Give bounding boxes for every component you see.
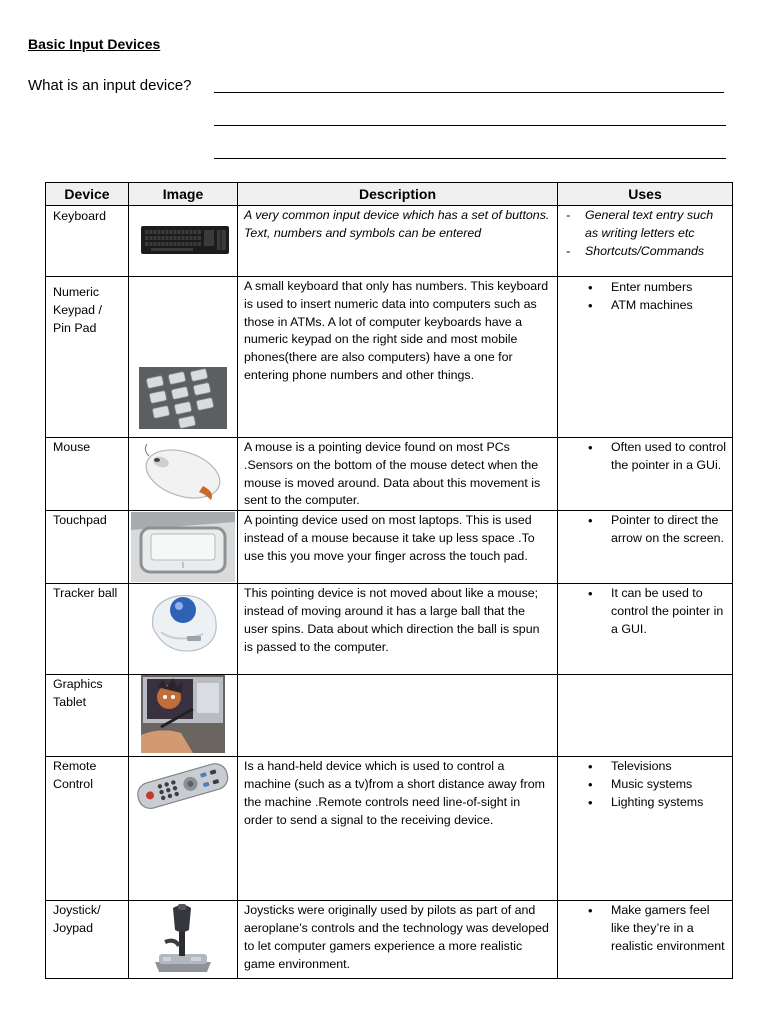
device-uses bbox=[558, 584, 733, 675]
table-row bbox=[46, 277, 733, 438]
device-description bbox=[238, 675, 558, 757]
device-description: Is a hand-held device which is used to control a machine (such as a tv)from a short distance away from the machine .Remote controls need line-of-sight in order to send a signal to the receiving device. bbox=[238, 757, 558, 901]
table-row bbox=[46, 757, 733, 901]
list-item: • Make gamers feel like they’re in a realistic environment bbox=[564, 902, 728, 955]
device-name: Numeric Keypad / Pin Pad bbox=[46, 277, 129, 438]
device-description: Joysticks were originally used by pilots as part of and aeroplane’s controls and the technology was developed to let computer gamers experience a more realistic game environment. bbox=[238, 901, 558, 979]
joystick-icon bbox=[151, 902, 215, 974]
table-row bbox=[46, 438, 733, 511]
touchpad-icon bbox=[131, 512, 235, 582]
table-row bbox=[46, 675, 733, 757]
list-item: • ATM machines bbox=[564, 297, 728, 315]
device-name: Keyboard bbox=[46, 206, 129, 277]
device-name: Remote Control bbox=[46, 757, 129, 901]
device-name: Mouse bbox=[46, 438, 129, 511]
device-name: Joystick/ Joypad bbox=[46, 901, 129, 979]
keyboard-icon bbox=[141, 224, 229, 256]
input-devices-table bbox=[45, 182, 733, 979]
trackerball-icon bbox=[147, 588, 221, 656]
header-device: Device bbox=[46, 183, 129, 206]
list-item: • Lighting systems bbox=[564, 794, 728, 812]
table-row bbox=[46, 206, 733, 277]
image-cell bbox=[129, 438, 238, 511]
list-item: • Enter numbers bbox=[564, 279, 728, 297]
graphics-tablet-icon bbox=[141, 675, 225, 753]
image-cell bbox=[129, 757, 238, 901]
device-uses bbox=[558, 206, 733, 277]
device-uses bbox=[558, 511, 733, 584]
table-row bbox=[46, 901, 733, 979]
device-uses bbox=[558, 277, 733, 438]
image-cell bbox=[129, 901, 238, 979]
table-row bbox=[46, 584, 733, 675]
image-cell bbox=[129, 511, 238, 584]
answer-line-3[interactable] bbox=[214, 158, 726, 159]
device-name: Graphics Tablet bbox=[46, 675, 129, 757]
device-description: A small keyboard that only has numbers. This keyboard is used to insert numeric data into computers such as those in ATMs. A lot of computer keyboards have a numeric keypad on the right side and most mobile phones(there are also computers) have a one for entering phone numbers and other things. bbox=[238, 277, 558, 438]
list-item: • It can be used to control the pointer in a GUI. bbox=[564, 585, 728, 638]
image-cell bbox=[129, 277, 238, 438]
device-description: This pointing device is not moved about like a mouse; instead of moving around it has a large ball that the user spins. Data about which direction the ball is spun is passed to the computer. bbox=[238, 584, 558, 675]
answer-line-2[interactable] bbox=[214, 125, 726, 126]
page-title: Basic Input Devices bbox=[28, 36, 161, 52]
device-name: Tracker ball bbox=[46, 584, 129, 675]
list-item: • Often used to control the pointer in a GUi. bbox=[564, 439, 728, 475]
image-cell bbox=[129, 584, 238, 675]
list-item: - General text entry such as writing letters etc bbox=[564, 207, 728, 243]
header-description: Description bbox=[238, 183, 558, 206]
answer-line-1[interactable] bbox=[214, 92, 724, 93]
device-uses bbox=[558, 901, 733, 979]
header-uses: Uses bbox=[558, 183, 733, 206]
device-uses bbox=[558, 757, 733, 901]
device-description: A very common input device which has a set of buttons. Text, numbers and symbols can be entered bbox=[238, 206, 558, 277]
list-item: • Pointer to direct the arrow on the screen. bbox=[564, 512, 728, 548]
list-item: • Televisions bbox=[564, 758, 728, 776]
table-row bbox=[46, 511, 733, 584]
list-item: - Shortcuts/Commands bbox=[564, 243, 728, 261]
table-header-row bbox=[46, 183, 733, 206]
device-uses bbox=[558, 675, 733, 757]
device-name: Touchpad bbox=[46, 511, 129, 584]
image-cell bbox=[129, 675, 238, 757]
list-item: • Music systems bbox=[564, 776, 728, 794]
mouse-icon bbox=[139, 442, 227, 504]
header-image: Image bbox=[129, 183, 238, 206]
image-cell bbox=[129, 206, 238, 277]
device-uses bbox=[558, 438, 733, 511]
device-description: A pointing device used on most laptops. This is used instead of a mouse because it take up less space .To use this you move your finger across the touch pad. bbox=[238, 511, 558, 584]
question-text: What is an input device? bbox=[28, 77, 192, 94]
keypad-icon bbox=[139, 367, 227, 429]
device-description: A mouse is a pointing device found on most PCs .Sensors on the bottom of the mouse detect when the mouse is moved around. Data about this movement is sent to the computer. bbox=[238, 438, 558, 511]
remote-control-icon bbox=[135, 759, 231, 815]
